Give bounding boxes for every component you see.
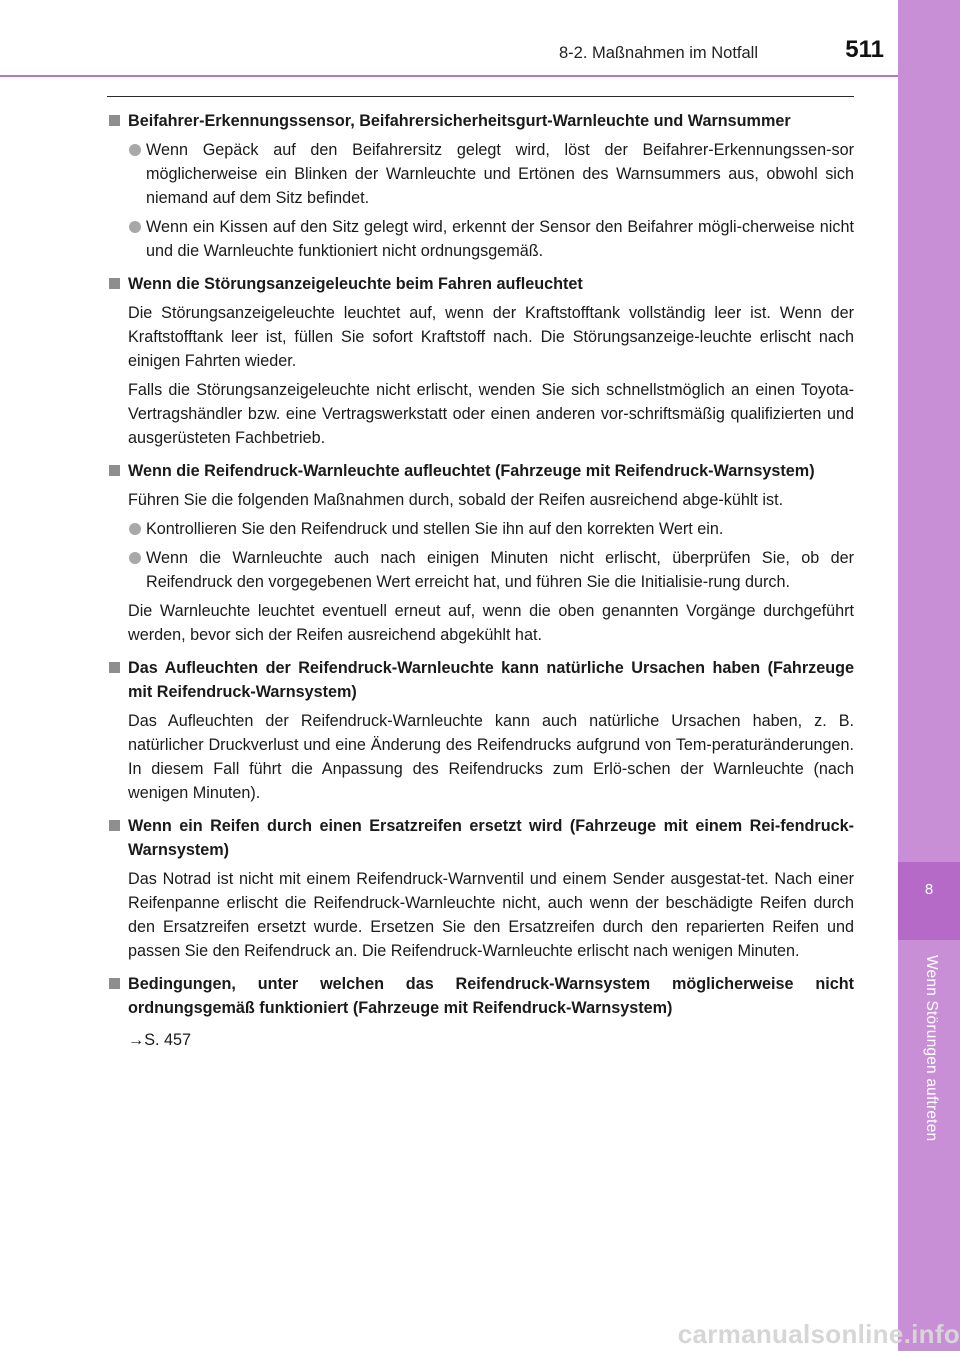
paragraph: Das Notrad ist nicht mit einem Reifendruck-Warnventil und einem Sender ausgestat-tet. Nach einer Reifenpanne erlischt die Reifendruck-Warnleuchte nicht, auch wenn der beschädigte Reifen durch den Ersatzreifen ersetzt wurde. Ersetzen Sie den Ersatzreifen durch den reparierten Reifen und passen Sie den Reifendruck an. Die Reifendruck-Warnleuchte erlischt nach wenigen Minuten. [128,870,854,960]
chapter-number: 8 [898,862,960,940]
square-bullet-icon [109,978,120,989]
section-heading: Wenn die Störungsanzeigeleuchte beim Fahren aufleuchtet [107,272,854,296]
section-heading: Wenn die Reifendruck-Warnleuchte aufleuchtet (Fahrzeuge mit Reifendruck-Warnsystem) [107,459,854,483]
chapter-title: Wenn Störungen auftreten [923,955,940,1142]
section-heading: Das Aufleuchten der Reifendruck-Warnleuchte kann natürliche Ursachen haben (Fahrzeuge mit Reifendruck-Warnsystem) [107,656,854,704]
content-top-rule [107,96,854,97]
section-heading: Beifahrer-Erkennungssensor, Beifahrersicherheitsgurt-Warnleuchte und Warnsummer [107,109,854,133]
square-bullet-icon [109,278,120,289]
square-bullet-icon [109,662,120,673]
bullet-item: Kontrollieren Sie den Reifendruck und stellen Sie ihn auf den korrekten Wert ein. [107,517,854,541]
paragraph: Führen Sie die folgenden Maßnahmen durch, sobald der Reifen ausreichend abge-kühlt ist. [128,491,784,509]
square-bullet-icon [109,115,120,126]
paragraph: Das Aufleuchten der Reifendruck-Warnleuchte kann auch natürliche Ursachen haben, z. B. natürlicher Druckverlust und eine Änderung des Reifendrucks aufgrund von Tem-peraturänderungen. In diesem Fall führt die Anpassung des Reifendrucks zum Erlö-schen der Warnleuchte (nach wenigen Minuten). [128,712,854,802]
section-title: 8-2. Maßnahmen im Notfall [559,44,758,62]
page-reference-link[interactable]: →S. 457 [128,1031,191,1049]
bullet-item: Wenn Gepäck auf den Beifahrersitz gelegt wird, löst der Beifahrer-Erkennungssen-sor möglicherweise ein Blinken der Warnleuchte und Ertönen des Warnsummers aus, obwohl sich niemand auf dem Sitz befindet. [107,138,854,210]
page-content [107,109,854,1052]
section-heading: Wenn ein Reifen durch einen Ersatzreifen ersetzt wird (Fahrzeuge mit einem Rei-fendruck-Warnsystem) [107,814,854,862]
header-divider [0,75,898,77]
round-bullet-icon [129,523,141,535]
round-bullet-icon [129,221,141,233]
watermark: carmanualsonline.info [677,1319,960,1349]
square-bullet-icon [109,465,120,476]
paragraph: Die Warnleuchte leuchtet eventuell erneut auf, wenn die oben genannten Vorgänge durchgeführt werden, bevor sich der Reifen ausreichend abgekühlt hat. [128,602,854,644]
page-number: 511 [845,36,884,63]
bullet-item: Wenn die Warnleuchte auch nach einigen Minuten nicht erlischt, überprüfen Sie, ob der Reifendruck den vorgegebenen Wert erreicht hat, und führen Sie die Initialisie-rung durch. [107,546,854,594]
page-header [0,0,898,78]
paragraph: Die Störungsanzeigeleuchte leuchtet auf, wenn der Kraftstofftank vollständig leer ist. Wenn der Kraftstofftank leer ist, füllen Sie sofort Kraftstoff nach. Die Störungsanzeige-leuchte erlischt nach einigen Fahrten wieder. [128,304,854,370]
round-bullet-icon [129,144,141,156]
section-heading: Bedingungen, unter welchen das Reifendruck-Warnsystem möglicherweise nicht ordnungsgemäß funktioniert (Fahrzeuge mit Reifendruck-Warnsystem) [107,972,854,1020]
paragraph: Falls die Störungsanzeigeleuchte nicht erlischt, wenden Sie sich schnellstmöglich an einen Toyota-Vertragshändler bzw. eine Vertragswerkstatt oder einen anderen vor-schriftsmäßig qualifizierten und ausgerüsteten Fachbetrieb. [128,381,854,447]
square-bullet-icon [109,820,120,831]
round-bullet-icon [129,552,141,564]
bullet-item: Wenn ein Kissen auf den Sitz gelegt wird, erkennt der Sensor den Beifahrer mögli-cherweise nicht und die Warnleuchte funktioniert nicht ordnungsgemäß. [107,215,854,263]
